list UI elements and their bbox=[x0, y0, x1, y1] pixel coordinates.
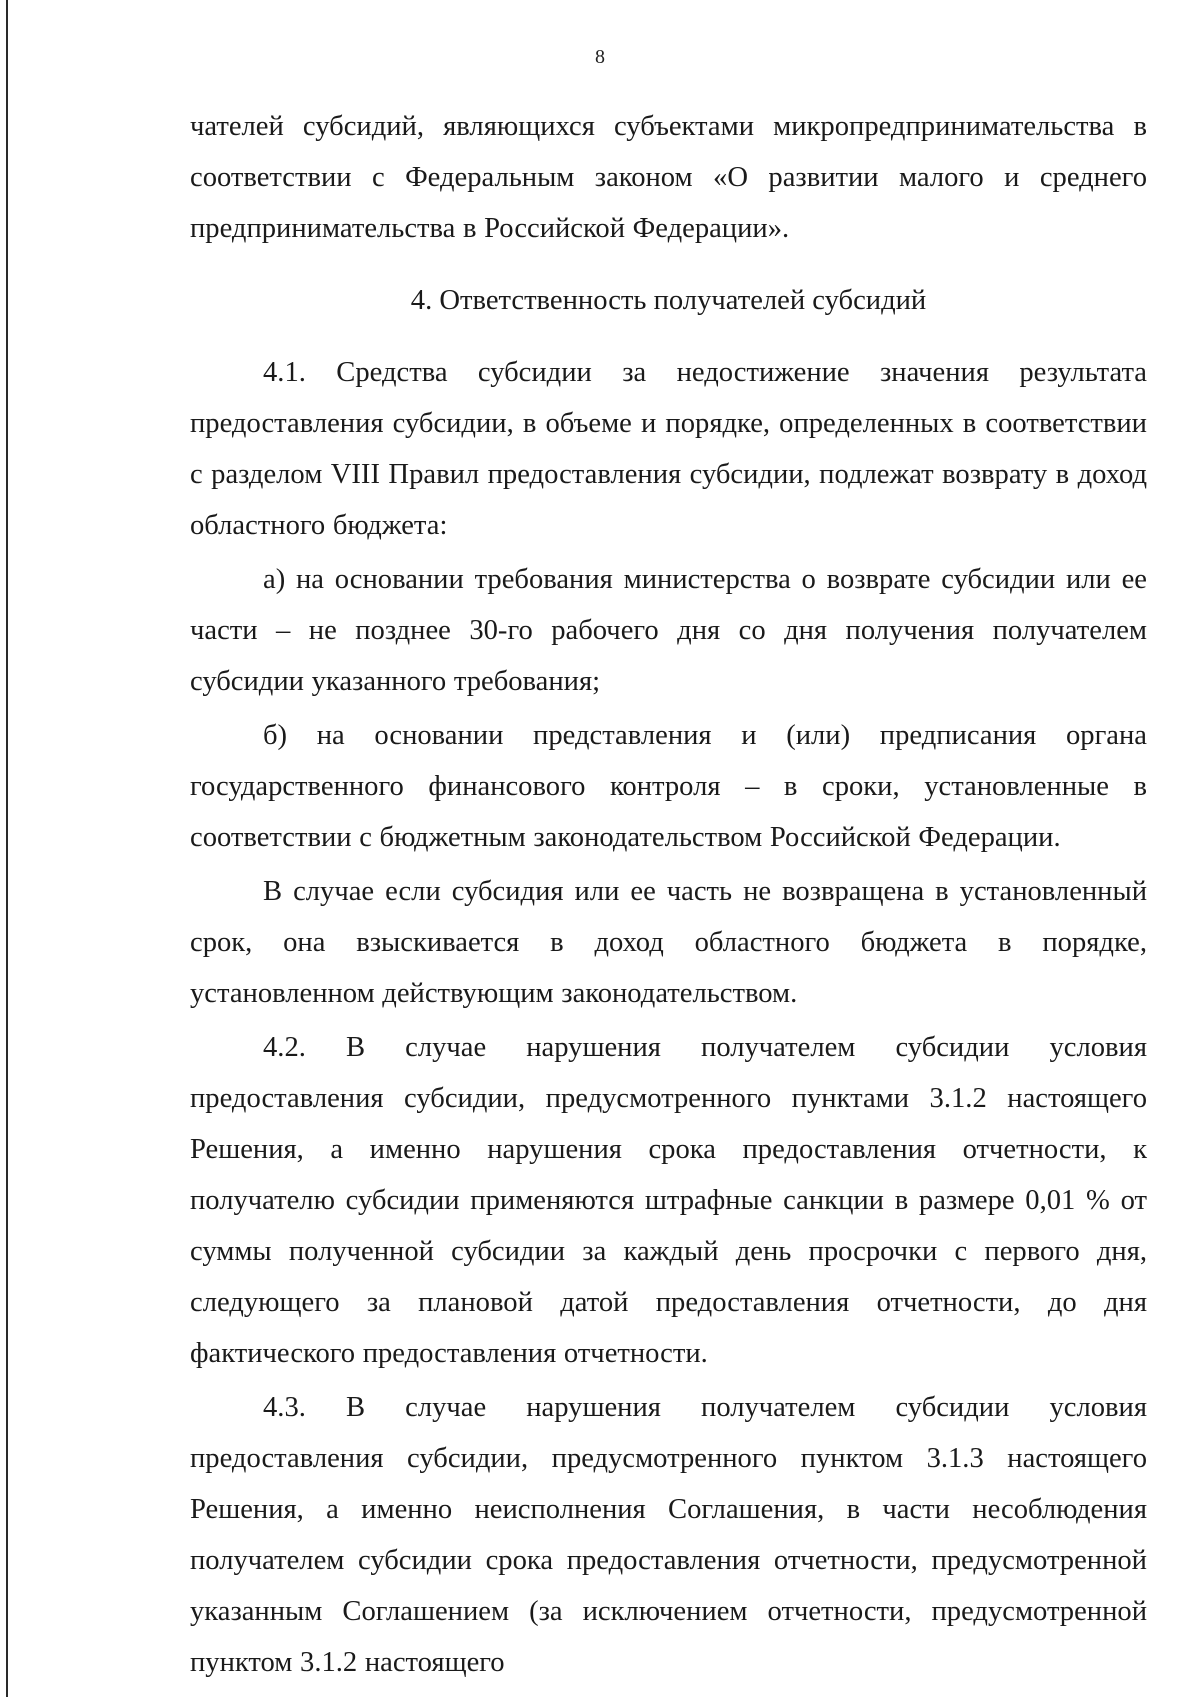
scan-edge-line bbox=[6, 0, 8, 1697]
section-heading: 4. Ответственность получателей субсидий bbox=[410, 285, 927, 316]
page-number: 8 bbox=[595, 46, 605, 68]
paragraph-4-1-a: а) на основании требования министерства о возврате субсидии или ее части – не позднее 30-го рабочего дня со дня получения получателем субсидии указанного требования; bbox=[190, 564, 1147, 697]
paragraph-4-1-b: б) на основании представления и (или) предписания органа государственного финансового контроля – в сроки, установленные в соответствии с бюджетным законодательством Российской Федерации. bbox=[190, 720, 1147, 853]
paragraph-recovery: В случае если субсидия или ее часть не возвращена в установленный срок, она взыскивается в доход областного бюджета в порядке, установленном действующим законодательством. bbox=[190, 876, 1147, 1009]
paragraph-continuation: чателей субсидий, являющихся субъектами микропредпринимательства в соответствии с Федеральным законом «О развитии малого и среднего предпринимательства в Российской Федерации». bbox=[190, 111, 1147, 244]
paragraph-4-3: 4.3. В случае нарушения получателем субсидии условия предоставления субсидии, предусмотренного пунктом 3.1.3 настоящего Решения, а именно неисполнения Соглашения, в части несоблюдения получателем субсидии срока предоставления отчетности, предусмотренной указанным Соглашением (за исключением отчетности, предусмотренной пунктом 3.1.2 настоящего bbox=[190, 1392, 1147, 1678]
paragraph-4-1: 4.1. Средства субсидии за недостижение значения результата предоставления субсидии, в объеме и порядке, определенных в соответствии с разделом VIII Правил предоставления субсидии, подлежат возврату в доход областного бюджета: bbox=[190, 357, 1147, 541]
document-body bbox=[190, 101, 1147, 1688]
paragraph-4-2: 4.2. В случае нарушения получателем субсидии условия предоставления субсидии, предусмотренного пунктами 3.1.2 настоящего Решения, а именно нарушения срока предоставления отчетности, к получателю субсидии применяются штрафные санкции в размере 0,01 % от суммы полученной субсидии за каждый день просрочки с первого дня, следующего за плановой датой предоставления отчетности, до дня фактического предоставления отчетности. bbox=[190, 1032, 1147, 1369]
